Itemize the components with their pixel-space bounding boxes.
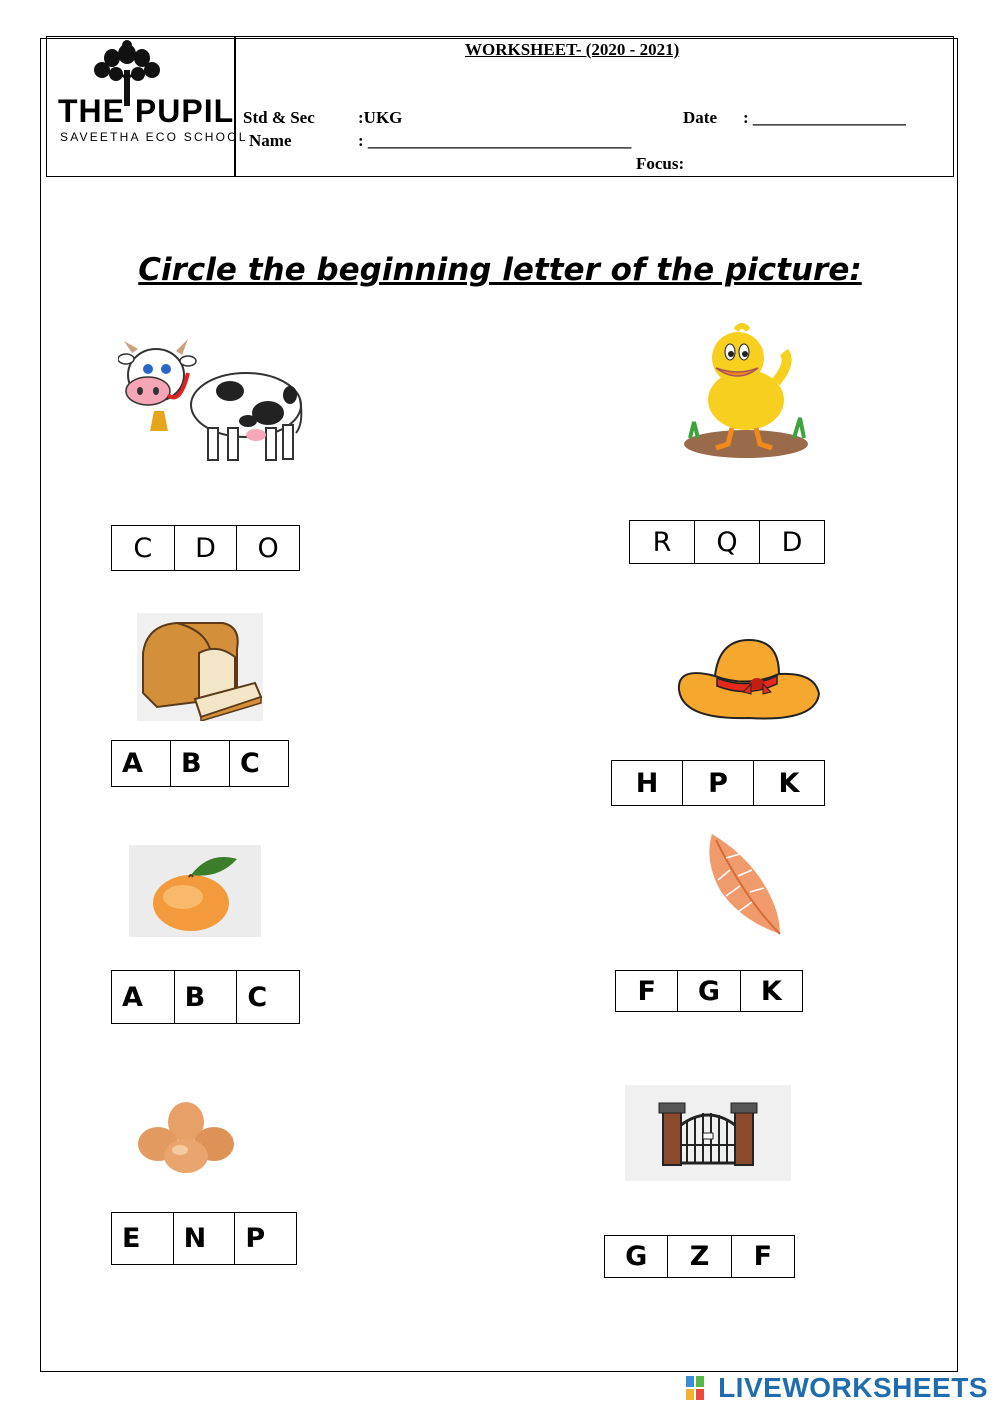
letter-option[interactable]: F	[616, 971, 678, 1011]
letter-option[interactable]: N	[174, 1213, 236, 1264]
letter-option[interactable]: P	[683, 761, 754, 805]
bread-icon	[137, 613, 263, 721]
school-logo-subtitle: SAVEETHA ECO SCHOOL	[60, 130, 248, 144]
letter-option[interactable]: G	[605, 1236, 668, 1277]
duck-icon	[676, 322, 816, 462]
letter-option[interactable]: D	[175, 526, 238, 570]
letter-option[interactable]: H	[612, 761, 683, 805]
letter-choices-gate	[604, 1235, 795, 1278]
std-sec-label: Std & Sec	[243, 108, 315, 127]
feather-icon	[690, 830, 790, 940]
header-divider	[234, 36, 236, 177]
eggs-icon	[136, 1100, 238, 1176]
letter-option[interactable]: E	[112, 1213, 174, 1264]
letter-choices-hat	[611, 760, 825, 806]
letter-option[interactable]: F	[753, 1241, 773, 1272]
letter-option[interactable]: K	[778, 767, 800, 799]
letter-option[interactable]: O	[257, 532, 279, 564]
letter-choices-feather	[615, 970, 803, 1012]
liveworksheets-mark-icon	[686, 1376, 714, 1400]
gate-icon	[625, 1085, 791, 1181]
letter-option[interactable]: R	[630, 521, 695, 563]
liveworksheets-brand: LIVEWORKSHEETS	[718, 1372, 988, 1403]
letter-option[interactable]: P	[245, 1223, 266, 1254]
letter-choices-duck	[629, 520, 825, 564]
name-label: Name	[249, 131, 292, 150]
hat-icon	[675, 636, 821, 722]
instruction-heading: Circle the beginning letter of the picture:	[138, 252, 862, 288]
letter-option[interactable]: A	[112, 971, 175, 1023]
cow-icon	[118, 333, 304, 465]
letter-option[interactable]: D	[781, 526, 803, 558]
letter-option[interactable]: G	[678, 971, 740, 1011]
focus-label: Focus:	[636, 154, 685, 173]
worksheet-title: WORKSHEET- (2020 - 2021)	[465, 40, 680, 59]
name-field[interactable]: : _______________________________	[358, 131, 632, 150]
letter-option[interactable]: Q	[695, 521, 760, 563]
letter-option[interactable]: C	[240, 748, 260, 779]
school-logo-name: THE PUPIL	[58, 93, 235, 129]
date-label: Date	[683, 108, 717, 127]
letter-option[interactable]: A	[112, 741, 171, 786]
std-sec-value: :UKG	[358, 108, 403, 127]
liveworksheets-logo	[686, 1372, 988, 1404]
apricot-icon	[129, 845, 261, 937]
letter-choices-cow	[111, 525, 300, 571]
letter-choices-bread	[111, 740, 289, 787]
letter-option[interactable]: C	[112, 526, 175, 570]
letter-option[interactable]: K	[760, 975, 782, 1007]
date-field[interactable]: : __________________	[743, 108, 906, 127]
letter-choices-apricot	[111, 970, 300, 1024]
letter-option[interactable]: Z	[668, 1236, 731, 1277]
letter-option[interactable]: C	[247, 981, 268, 1013]
letter-option[interactable]: B	[171, 741, 230, 786]
letter-choices-eggs	[111, 1212, 297, 1265]
letter-option[interactable]: B	[175, 971, 238, 1023]
